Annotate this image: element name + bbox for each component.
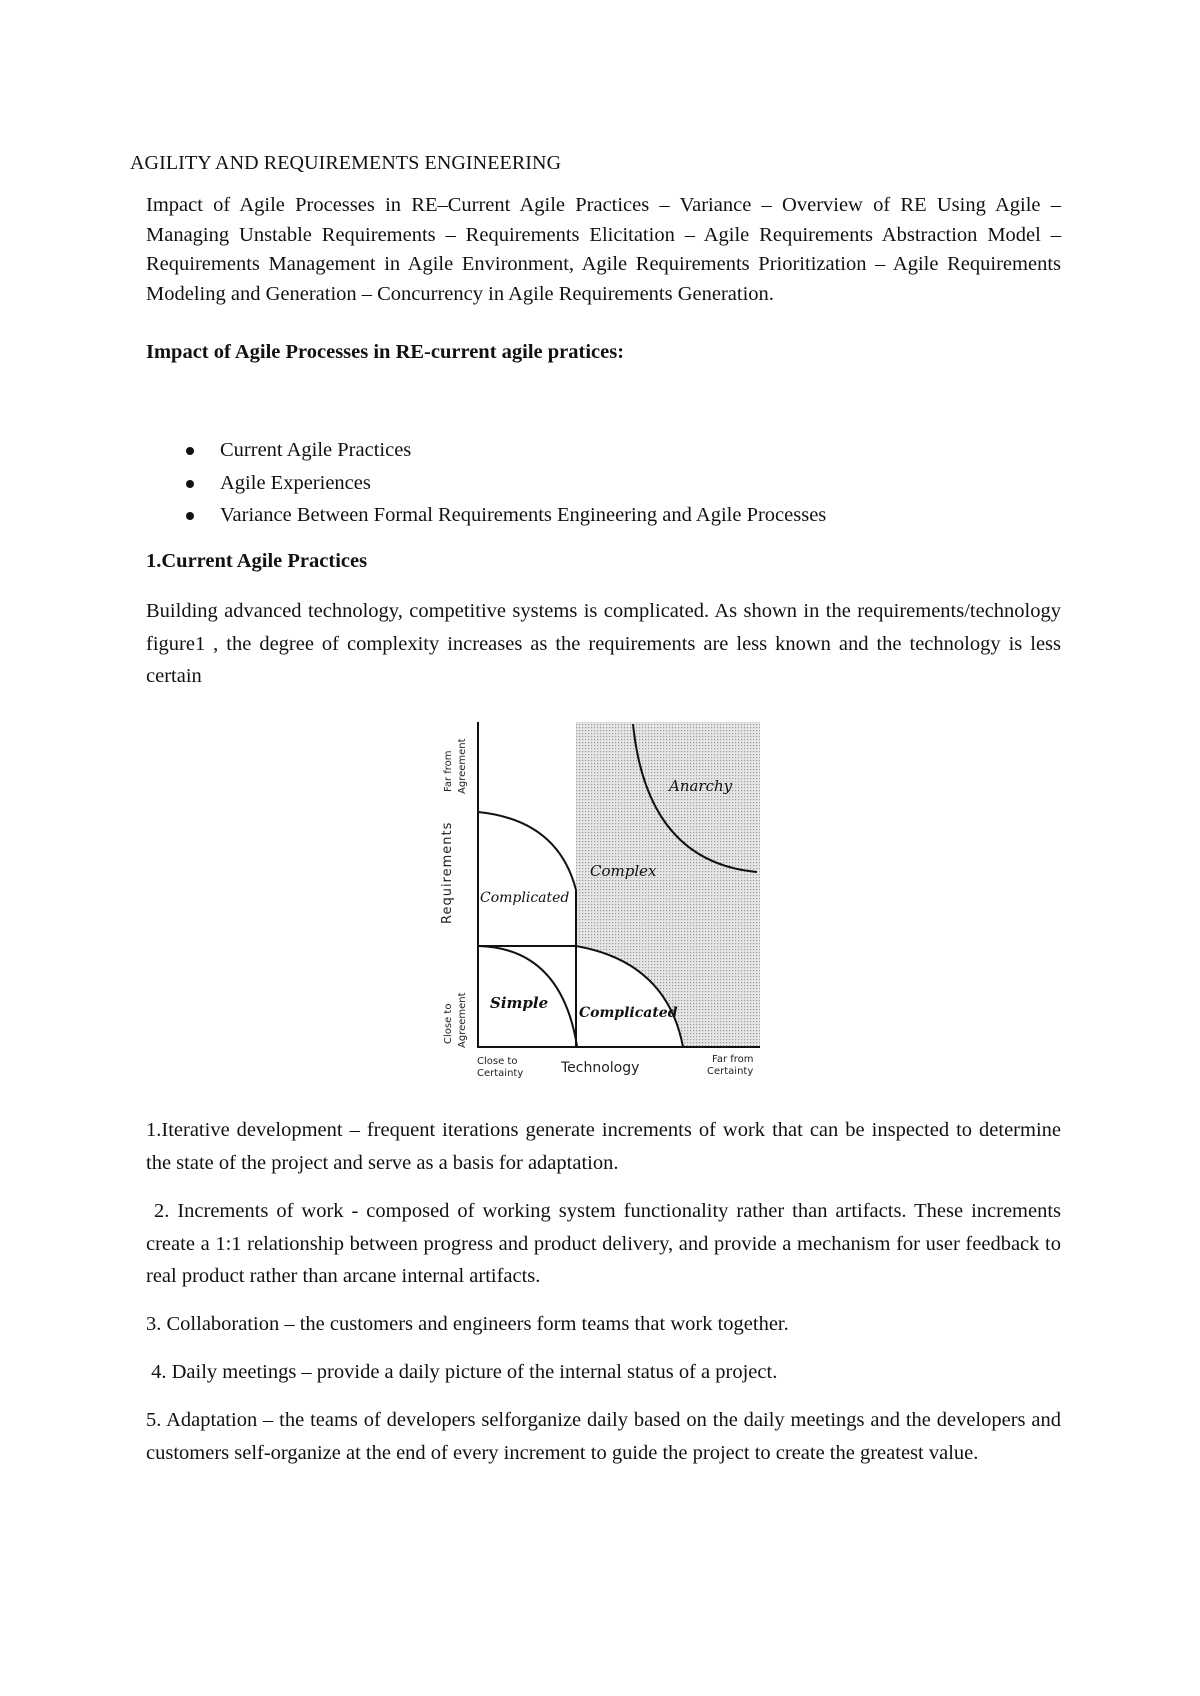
section-heading: Impact of Agile Processes in RE-current agile pratices: [146, 341, 625, 363]
bullet-item [146, 467, 826, 500]
region-label-complex: Complex [590, 862, 657, 880]
y-bottom-label-line1: Close to [443, 1003, 454, 1044]
x-right-label-line1: Far from [712, 1054, 754, 1065]
y-top-label-line2: Agreement [457, 738, 468, 794]
syllabus-paragraph: Impact of Agile Processes in RE–Current Agile Practices – Variance – Overview of RE Using Agile – Managing Unstable Requirements – Requirements Elicitation – Agile Requirements Abstraction Model – Requirements Management in Agile Environment, Agile Requirements Prioritization – Agile Requirements Modeling and Generation – Concurrency in Agile Requirements Generation. [146, 194, 1061, 305]
document-title: AGILITY AND REQUIREMENTS ENGINEERING [130, 152, 562, 174]
bullet-text: Current Agile Practices [220, 439, 412, 461]
y-axis-label: Requirements [440, 821, 455, 924]
subheading-current-agile-practices: 1.Current Agile Practices [146, 550, 368, 572]
region-label-complicated-upper: Complicated [480, 890, 570, 906]
region-label-simple: Simple [490, 994, 549, 1012]
practice-paragraph-increments-of-work: 2. Increments of work - composed of working system functionality rather than artifacts. These increments create a 1:1 relationship between progress and product delivery, and provide a mechanism for user feedback to real product rather than arcane internal artifacts. [146, 1200, 1067, 1287]
y-top-label-line1: Far from [443, 750, 454, 792]
complexity-diagram [435, 712, 765, 1092]
complicated-upper-region [478, 812, 576, 946]
x-axis-label: Technology [561, 1060, 640, 1076]
bullet-dot-icon [186, 447, 194, 455]
bullet-dot-icon [186, 512, 194, 520]
practice-paragraph-daily-meetings: 4. Daily meetings – provide a daily picture of the internal status of a project. [146, 1361, 778, 1383]
x-left-label-line1: Close to [477, 1056, 518, 1067]
complexity-figure [435, 712, 765, 1092]
region-label-complicated-lower: Complicated [579, 1005, 678, 1021]
bullet-item [146, 434, 826, 467]
bullet-list [146, 434, 826, 532]
bullet-item [146, 499, 826, 532]
region-label-anarchy: Anarchy [669, 777, 733, 795]
bullet-text: Variance Between Formal Requirements Engineering and Agile Processes [220, 504, 827, 526]
bullet-text: Agile Experiences [220, 471, 371, 494]
x-left-label-line2: Certainty [477, 1068, 524, 1079]
practice-paragraph-iterative-development: 1.Iterative development – frequent iterations generate increments of work that can be inspected to determine the state of the project and serve as a basis for adaptation. [146, 1119, 1061, 1174]
practice-paragraph-collaboration: 3. Collaboration – the customers and engineers form teams that work together. [146, 1313, 789, 1335]
y-bottom-label-line2: Agreement [457, 992, 468, 1048]
practice-paragraph-adaptation: 5. Adaptation – the teams of developers selforganize daily based on the daily meetings and the developers and customers self-organize at the end of every increment to guide the project to create the greatest value. [146, 1409, 1061, 1464]
x-right-label-line2: Certainty [707, 1066, 754, 1077]
intro-paragraph: Building advanced technology, competitive systems is complicated. As shown in the requirements/technology figure1 , the degree of complexity increases as the requirements are less known and the technology is less certain [146, 600, 1061, 687]
bullet-dot-icon [186, 480, 194, 488]
